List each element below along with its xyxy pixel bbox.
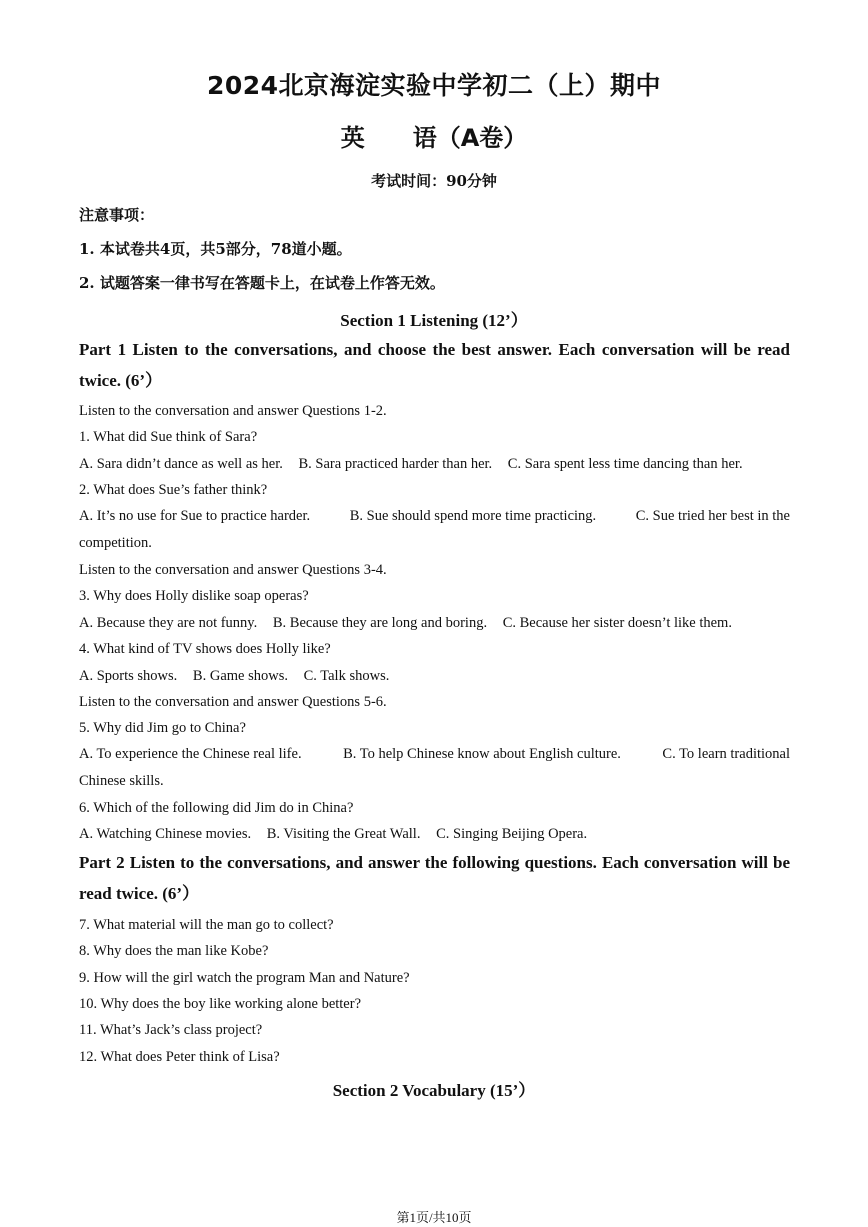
question-2-option-b: B. Sue should spend more time practicing. [349, 508, 597, 524]
question-4-options [79, 668, 389, 685]
question-4-option-b: B. Game shows. [192, 668, 288, 684]
question-3: 3. Why does Holly dislike soap operas? [79, 588, 309, 604]
exam-title: 2024北京海淀实验中学初二（上）期中 [206, 71, 662, 100]
question-6-option-a: A. Watching Chinese movies. [79, 826, 252, 842]
question-4-option-a: A. Sports shows. [79, 668, 178, 684]
notice-item-1: 1. 本试卷共4页，共5部分，78道小题。 [79, 240, 352, 258]
question-5-options [79, 741, 790, 794]
exam-time: 考试时间：90分钟 [371, 172, 497, 190]
instruction-q1-2: Listen to the conversation and answer Questions 1-2. [79, 403, 387, 419]
section-2-heading: Section 2 Vocabulary (15’） [332, 1081, 536, 1100]
question-2-option-c-part1: C. Sue tried her best in the [635, 508, 790, 524]
instruction-q5-6: Listen to the conversation and answer Questions 5-6. [79, 694, 387, 710]
part-1-heading: Part 1 Listen to the conversations, and choose the best answer. Each conversation will be read twice. (6’） [79, 340, 790, 390]
question-6-options [79, 826, 587, 843]
question-2: 2. What does Sue’s father think? [79, 482, 268, 498]
question-3-option-b: B. Because they are long and boring. [272, 615, 488, 631]
question-3-options [79, 615, 732, 632]
question-1-option-b: B. Sara practiced harder than her. [298, 456, 493, 472]
question-5-option-c-part2: Chinese skills. [79, 772, 164, 789]
question-1-option-a: A. Sara didn’t dance as well as her. [79, 456, 283, 472]
notice-heading: 注意事项： [79, 206, 155, 224]
question-5-option-c-part1: C. To learn traditional [662, 746, 790, 762]
question-1: 1. What did Sue think of Sara? [79, 429, 258, 445]
question-1-options [79, 456, 743, 473]
question-10: 10. Why does the boy like working alone better? [79, 996, 362, 1012]
question-8: 8. Why does the man like Kobe? [79, 943, 269, 959]
question-1-option-c: C. Sara spent less time dancing than her. [507, 456, 743, 472]
notice-item-2: 2. 试题答案一律书写在答题卡上，在试卷上作答无效。 [79, 274, 445, 292]
question-4-option-c: C. Talk shows. [303, 668, 390, 684]
question-2-option-a: A. It’s no use for Sue to practice harder. [79, 508, 311, 524]
question-9: 9. How will the girl watch the program Man and Nature? [79, 970, 410, 986]
question-2-options [79, 503, 790, 556]
question-3-option-c: C. Because her sister doesn’t like them. [502, 615, 732, 631]
question-4: 4. What kind of TV shows does Holly like? [79, 641, 331, 657]
question-2-option-c-part2: competition. [79, 534, 152, 551]
question-6-option-b: B. Visiting the Great Wall. [266, 826, 421, 842]
instruction-q3-4: Listen to the conversation and answer Questions 3-4. [79, 562, 387, 578]
question-3-option-a: A. Because they are not funny. [79, 615, 258, 631]
subject-title: 英 语（A卷） [340, 124, 528, 152]
page-number: 第1页/共10页 [396, 1210, 472, 1225]
question-12: 12. What does Peter think of Lisa? [79, 1049, 280, 1065]
question-7: 7. What material will the man go to collect? [79, 917, 334, 933]
part-2-heading: Part 2 Listen to the conversations, and answer the following questions. Each conversation will be read twice. (6’） [79, 853, 790, 903]
question-11: 11. What’s Jack’s class project? [79, 1022, 263, 1038]
question-6: 6. Which of the following did Jim do in China? [79, 800, 354, 816]
question-6-option-c: C. Singing Beijing Opera. [436, 826, 588, 842]
section-1-heading: Section 1 Listening (12’） [340, 311, 528, 330]
question-5: 5. Why did Jim go to China? [79, 720, 246, 736]
question-5-option-a: A. To experience the Chinese real life. [79, 746, 302, 762]
question-5-option-b: B. To help Chinese know about English culture. [343, 746, 621, 762]
